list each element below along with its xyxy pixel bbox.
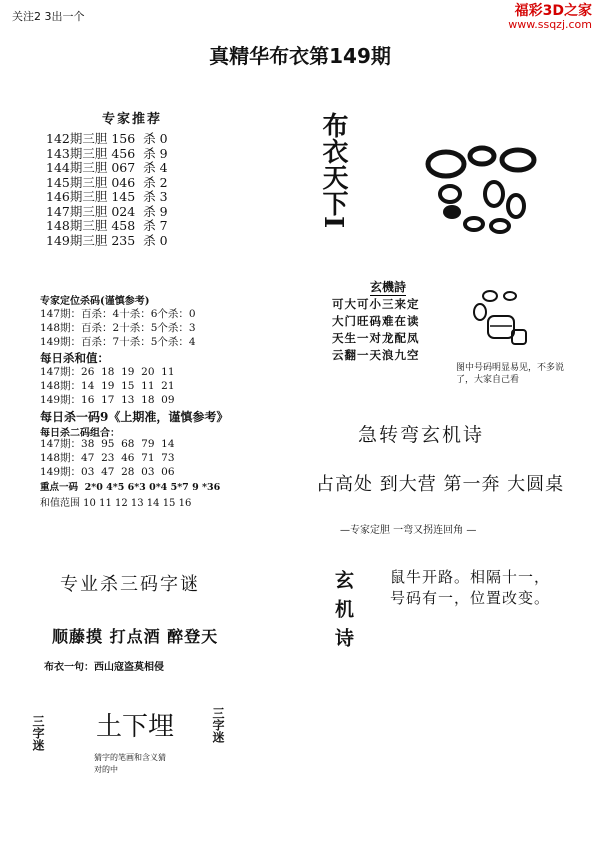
three-char-riddle-label: 三字迷 [31,715,45,751]
riddle-text: 土下埋 [96,712,175,742]
coins-picture [462,286,552,356]
daily-one-kill: 每日杀一码9《上期准，谨慎参考》 [40,410,229,424]
page-title: 真精华布衣第149期 [209,44,391,68]
picture-note: 图中号码明显易见，不多说了，大家自己看 [456,363,565,385]
daily-two-row: 148期：47 23 46 71 73 [40,452,175,464]
poem-line: 云翻一天浪九空 [332,348,420,362]
poem-line: 可大可小三来定 [332,297,420,311]
recommend-row: 143期三胆 456 杀 9 [46,145,168,161]
buyi-sentence: 布衣一句：西山寇盗莫相侵 [44,662,164,673]
position-kill-row: 148期：百杀：2十杀：5个杀：3 [40,322,196,334]
kill-three-title: 专业杀三码字谜 [60,574,200,595]
position-kill-title: 专家定位杀码(谨慎参考) [40,296,150,307]
vertical-poem-label: 玄机诗 [332,570,354,657]
position-kill-row: 147期：百杀：4十杀：6个杀：0 [40,308,196,320]
poem-title: 玄機詩 [370,280,407,294]
daily-two-row: 147期：38 95 68 79 14 [40,438,175,450]
daily-sum-row: 147期：26 18 19 20 11 [40,366,175,378]
rings-picture [420,142,550,242]
site-logo-url: www.ssqzj.com [508,18,592,31]
riddle-hint: 猜字的笔画和含义猜 [94,753,166,762]
daily-two-row: 149期：03 47 28 03 06 [40,466,175,478]
poem-line: 天生一对龙配凤 [332,331,420,345]
sum-range: 和值范围 10 11 12 13 14 15 16 [40,498,192,509]
daily-two-title: 每日杀二码组合： [40,428,120,439]
recommend-row: 149期三胆 235 杀 0 [46,232,168,248]
recommend-row: 142期三胆 156 杀 0 [46,131,168,146]
three-char-riddle-label: 三字迷 [211,707,225,743]
recommend-title: 专家推荐 [102,112,163,127]
brush-title: 布衣天下I [318,112,348,229]
daily-sum-title: 每日杀和值： [40,351,109,365]
recommend-row: 147期三胆 024 杀 9 [46,203,168,219]
phrases-line: 顺藤摸 打点酒 醉登天 [52,627,219,646]
expert-fixed-line: —专家定胆 一弯又拐连回角 — [340,525,477,536]
recommend-row: 144期三胆 067 杀 4 [46,160,168,175]
riddle-hint: 对的中 [94,765,118,774]
riddle-line: 鼠牛开路。相隔十一， [390,568,551,586]
site-logo-name: 福彩3D之家 [514,3,592,19]
key-one-code: 重点一码 2*0 4*5 6*3 0*4 5*7 9 *36 [40,482,221,493]
top-note: 关注2 3出一个 [12,10,85,23]
location-line: 占高处 到大营 第一奔 大圆桌 [316,474,565,495]
xuanji-title: 急转弯玄机诗 [358,424,485,446]
riddle-line: 号码有一，位置改变。 [390,589,551,607]
site-logo[interactable] [508,4,592,32]
recommend-row: 145期三胆 046 杀 2 [46,174,168,190]
position-kill-row: 149期：百杀：7十杀：5个杀：4 [40,336,196,348]
recommend-row: 146期三胆 145 杀 3 [46,189,168,204]
daily-sum-row: 148期：14 19 15 11 21 [40,380,175,392]
daily-sum-row: 149期：16 17 13 18 09 [40,394,175,406]
recommend-row: 148期三胆 458 杀 7 [46,218,168,233]
poem-line: 大门旺码难在读 [332,314,420,328]
